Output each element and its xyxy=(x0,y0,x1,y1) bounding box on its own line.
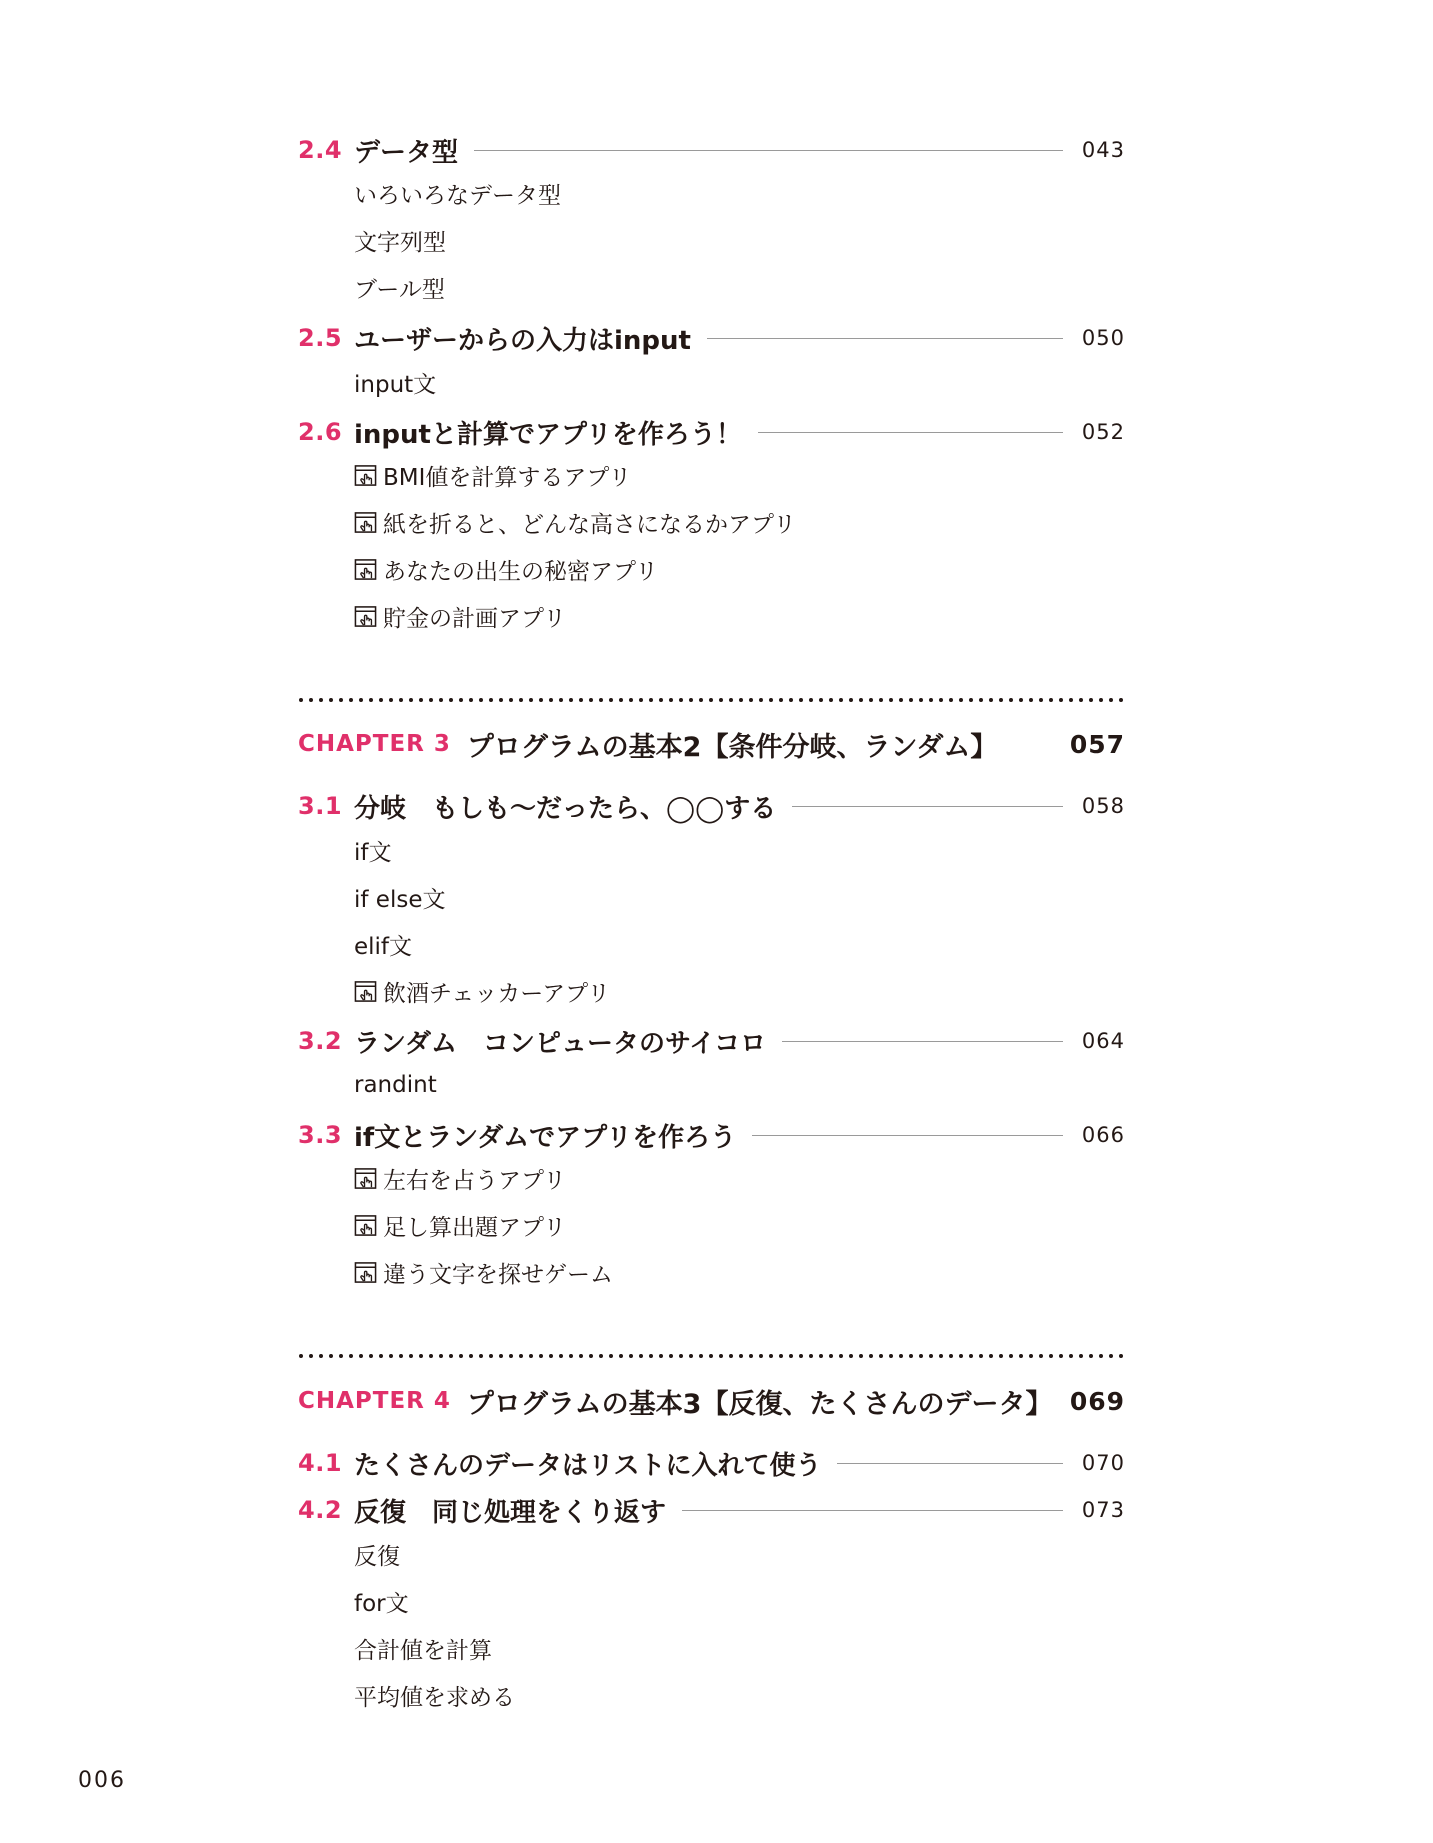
subsection-item[interactable] xyxy=(354,1631,492,1665)
app-item-label: 足し算出題アプリ xyxy=(383,1214,567,1241)
app-item-label: 違う文字を探せゲーム xyxy=(383,1261,613,1288)
leader-line xyxy=(682,1510,1063,1511)
subsection-item[interactable] xyxy=(354,880,445,914)
subsection-label: for文 xyxy=(354,1590,409,1617)
subsection-item[interactable] xyxy=(354,927,412,961)
page-number: 070 xyxy=(1081,1451,1125,1475)
chapter-title: プログラムの基本3【反復、たくさんのデータ】 xyxy=(466,1388,1053,1420)
app-window-hand-icon xyxy=(354,511,377,534)
app-item[interactable] xyxy=(354,974,610,1008)
section-number: 3.3 xyxy=(298,1121,343,1149)
app-item[interactable] xyxy=(354,552,658,586)
app-item[interactable] xyxy=(354,1255,613,1289)
chapter-label: CHAPTER 3 xyxy=(298,731,451,757)
subsection-item[interactable] xyxy=(354,365,436,399)
subsection-label: if文 xyxy=(354,839,392,866)
leader-line xyxy=(752,1135,1063,1136)
chapter-label: CHAPTER 4 xyxy=(298,1388,451,1414)
section-title: 分岐 もしも〜だったら、◯◯する xyxy=(354,793,777,824)
section-number: 2.5 xyxy=(298,324,343,352)
app-item[interactable] xyxy=(354,505,796,539)
section-title: ユーザーからの入力はinput xyxy=(354,325,691,356)
page-number: 043 xyxy=(1081,138,1125,162)
app-item-label: BMI値を計算するアプリ xyxy=(383,464,632,491)
section-number: 2.6 xyxy=(298,418,343,446)
section-4-1[interactable] xyxy=(298,1443,1125,1483)
section-number: 4.1 xyxy=(298,1449,343,1477)
section-number: 3.1 xyxy=(298,792,343,820)
subsection-item[interactable] xyxy=(354,833,392,867)
app-window-hand-icon xyxy=(354,464,377,487)
chapter-dotted-rule xyxy=(298,1353,1125,1359)
subsection-item[interactable] xyxy=(354,1584,409,1618)
section-number: 2.4 xyxy=(298,136,343,164)
page-number: 066 xyxy=(1081,1123,1125,1147)
chapter-3-heading[interactable] xyxy=(298,722,1125,766)
section-title: 反復 同じ処理をくり返す xyxy=(354,1497,667,1528)
app-item-label: 左右を占うアプリ xyxy=(383,1167,567,1194)
subsection-label: 反復 xyxy=(354,1543,400,1570)
subsection-item[interactable] xyxy=(354,223,446,257)
subsection-label: 文字列型 xyxy=(354,229,446,256)
section-3-1[interactable] xyxy=(298,786,1125,826)
chapter-page-number: 069 xyxy=(1069,1386,1125,1416)
section-title: データ型 xyxy=(354,137,459,168)
subsection-item[interactable] xyxy=(354,176,561,210)
subsection-label: input文 xyxy=(354,371,437,398)
page-number: 050 xyxy=(1081,326,1125,350)
section-2-6[interactable] xyxy=(298,412,1125,452)
leader-line xyxy=(474,150,1063,151)
leader-line xyxy=(837,1463,1063,1464)
section-2-5[interactable] xyxy=(298,318,1125,358)
page-number: 073 xyxy=(1081,1498,1125,1522)
section-number: 3.2 xyxy=(298,1027,343,1055)
section-number: 4.2 xyxy=(298,1496,343,1524)
leader-line xyxy=(707,338,1063,339)
section-title: inputと計算でアプリを作ろう！ xyxy=(354,419,742,450)
leader-line xyxy=(782,1041,1063,1042)
subsection-label: ブール型 xyxy=(354,276,445,303)
section-3-3[interactable] xyxy=(298,1115,1125,1155)
leader-line xyxy=(792,806,1063,807)
app-item-label: 紙を折ると、どんな高さになるかアプリ xyxy=(383,511,797,538)
leader-line xyxy=(758,432,1063,433)
subsection-label: randint xyxy=(354,1072,437,1098)
page-number: 052 xyxy=(1081,420,1125,444)
section-4-2[interactable] xyxy=(298,1490,1125,1530)
app-item[interactable] xyxy=(354,1161,566,1195)
section-title: if文とランダムでアプリを作ろう xyxy=(354,1122,737,1153)
page-number: 058 xyxy=(1081,794,1125,818)
app-item[interactable] xyxy=(354,1208,566,1242)
app-window-hand-icon xyxy=(354,980,377,1003)
app-window-hand-icon xyxy=(354,1167,377,1190)
section-title: たくさんのデータはリストに入れて使う xyxy=(354,1450,822,1481)
app-item[interactable] xyxy=(354,599,566,633)
section-2-4[interactable] xyxy=(298,130,1125,170)
app-item-label: 飲酒チェッカーアプリ xyxy=(383,980,611,1007)
subsection-label: いろいろなデータ型 xyxy=(354,182,561,209)
subsection-item[interactable] xyxy=(354,1678,515,1712)
subsection-item[interactable] xyxy=(354,1068,437,1102)
chapter-4-heading[interactable] xyxy=(298,1379,1125,1423)
page-number: 064 xyxy=(1081,1029,1125,1053)
subsection-label: elif文 xyxy=(354,933,413,960)
subsection-label: 合計値を計算 xyxy=(354,1637,492,1664)
app-window-hand-icon xyxy=(354,1261,377,1284)
subsection-item[interactable] xyxy=(354,1537,400,1571)
page-folio: 006 xyxy=(78,1768,126,1793)
subsection-label: if else文 xyxy=(354,886,446,913)
section-title: ランダム コンピュータのサイコロ xyxy=(354,1028,767,1059)
app-item-label: あなたの出生の秘密アプリ xyxy=(383,558,659,585)
app-window-hand-icon xyxy=(354,1214,377,1237)
app-window-hand-icon xyxy=(354,558,377,581)
chapter-title: プログラムの基本2【条件分岐、ランダム】 xyxy=(466,731,998,763)
chapter-page-number: 057 xyxy=(1069,729,1125,759)
app-item-label: 貯金の計画アプリ xyxy=(383,605,567,632)
app-window-hand-icon xyxy=(354,605,377,628)
subsection-label: 平均値を求める xyxy=(354,1684,515,1711)
section-3-2[interactable] xyxy=(298,1021,1125,1061)
subsection-item[interactable] xyxy=(354,270,445,304)
app-item[interactable] xyxy=(354,458,632,492)
chapter-dotted-rule xyxy=(298,697,1125,703)
